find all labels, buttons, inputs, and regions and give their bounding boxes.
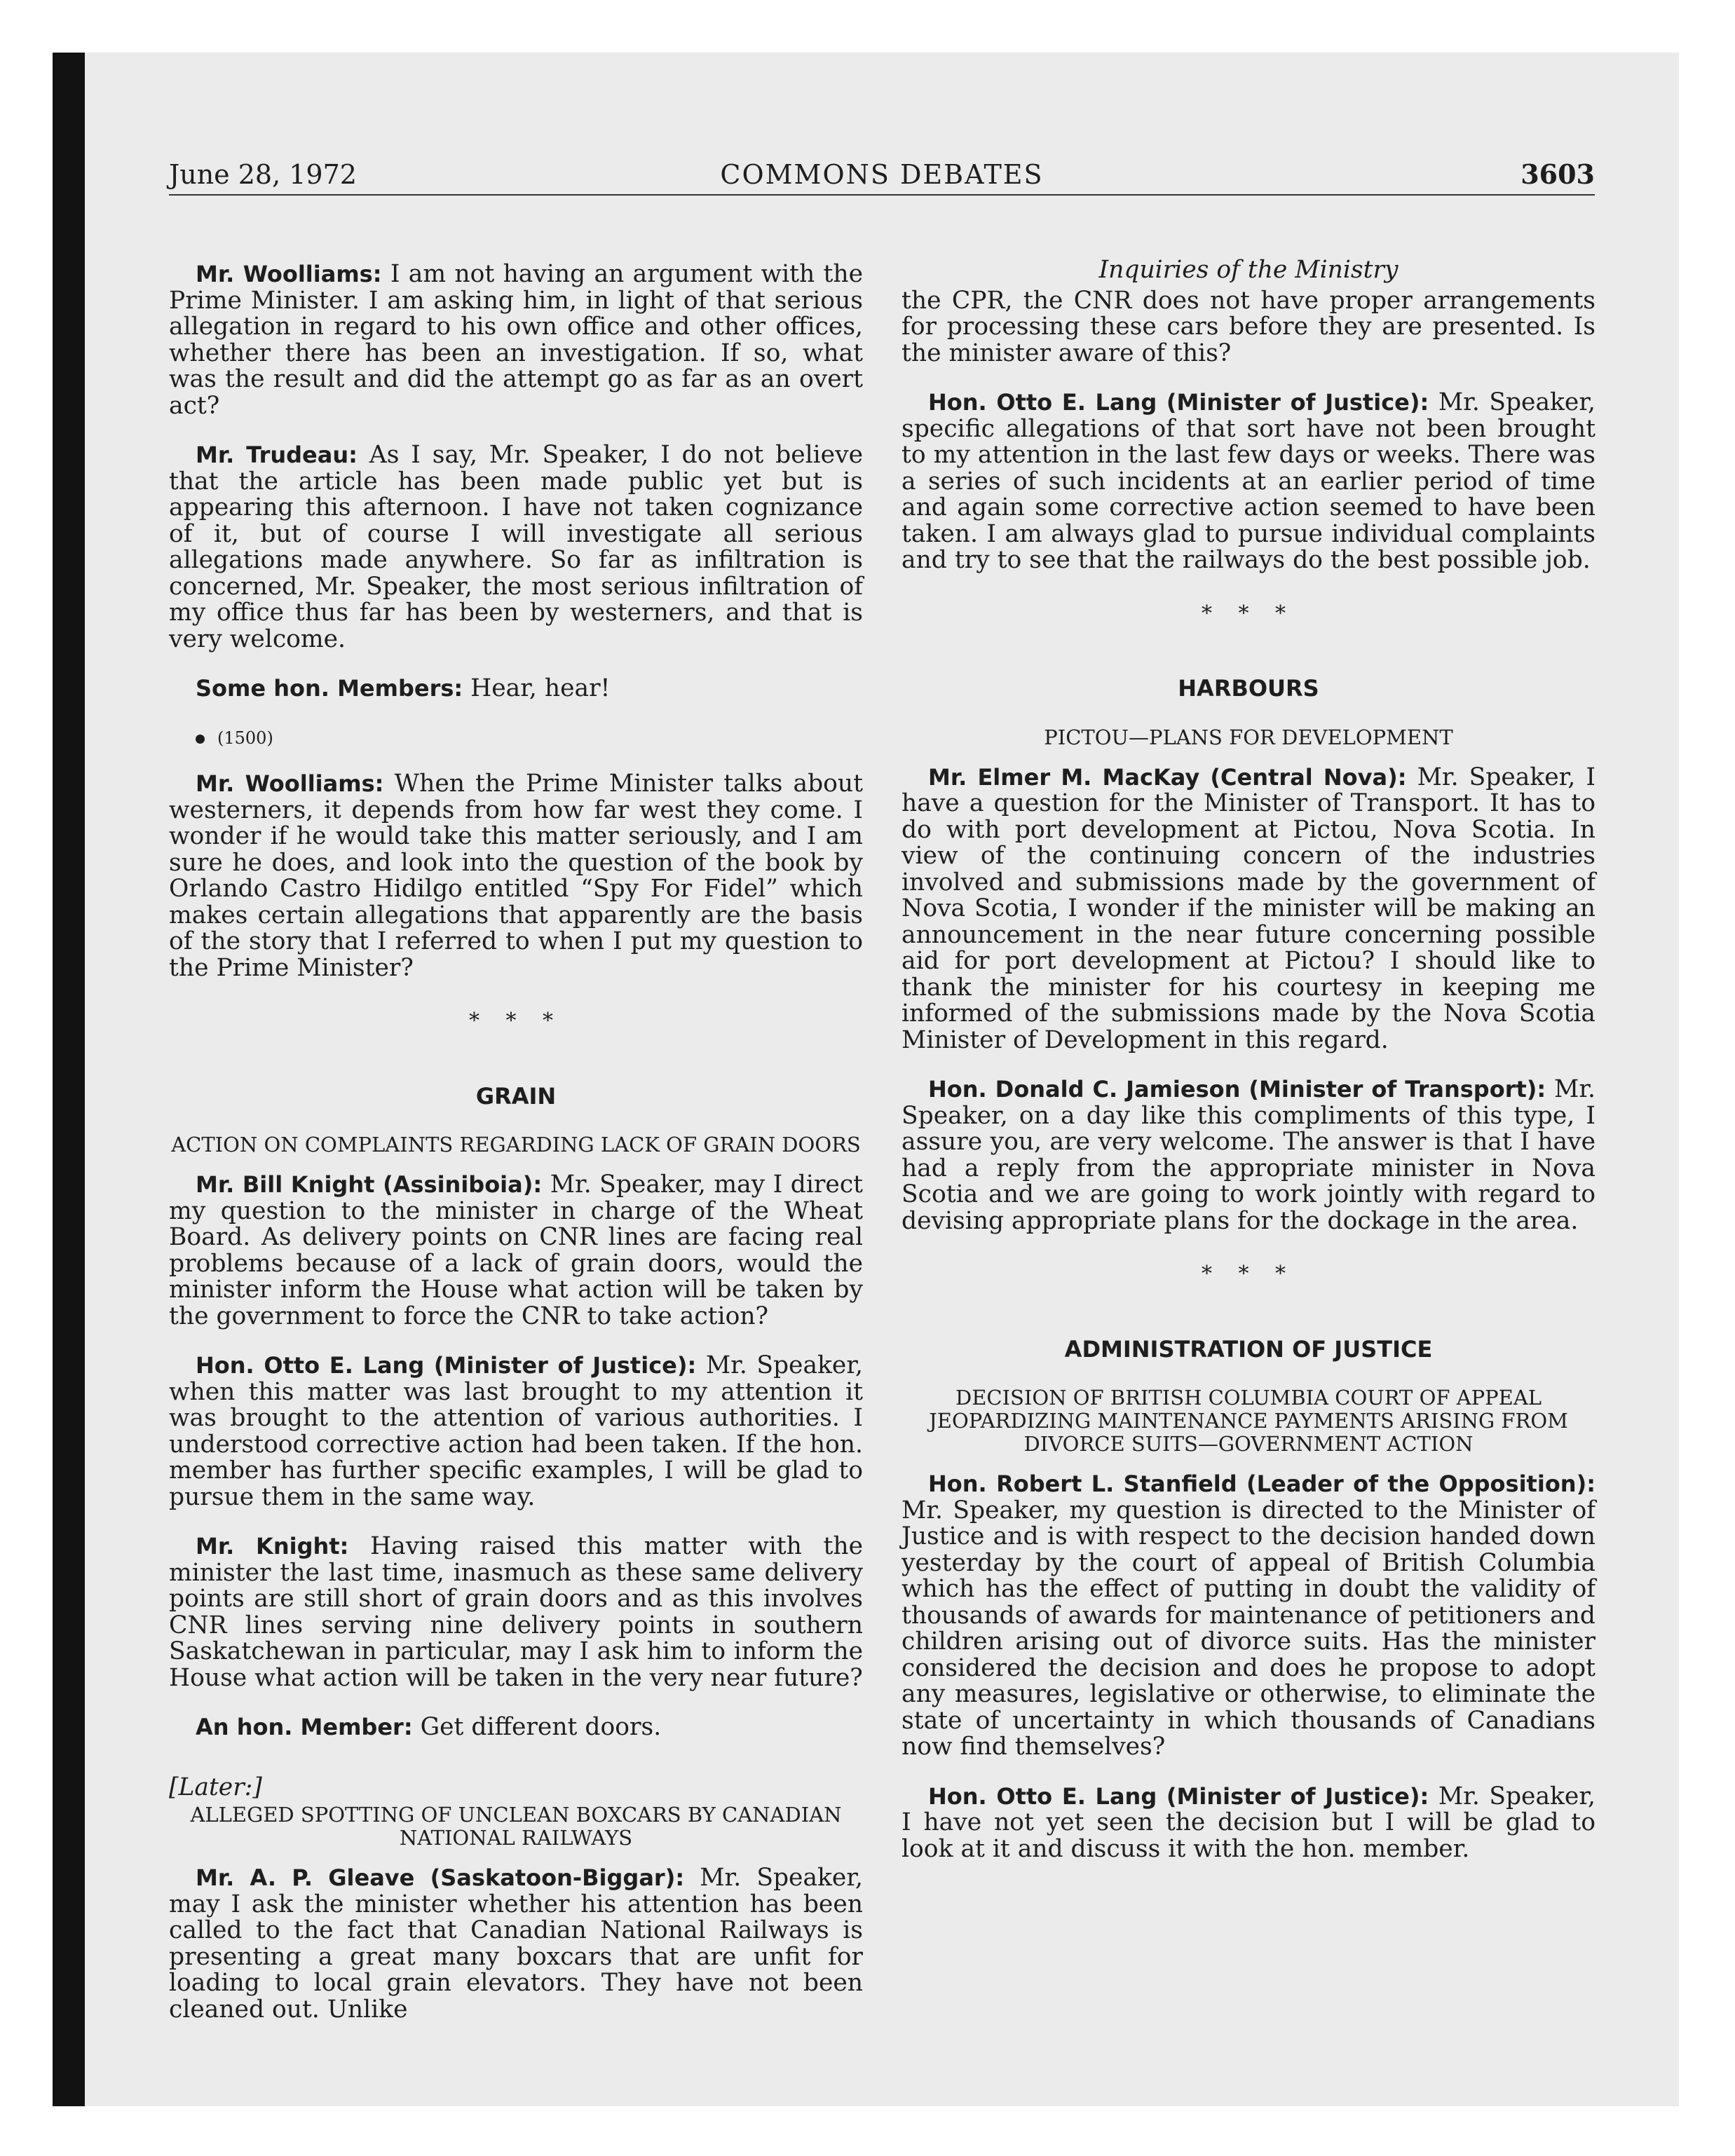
section-heading: HARBOURS	[1178, 675, 1319, 702]
speaker: Hon. Otto E. Lang (Minister of Justice):	[928, 389, 1429, 416]
paragraph	[901, 390, 1595, 574]
section-separator: * * *	[1201, 1262, 1296, 1286]
speech: Having raised this matter with the minister the last time, inasmuch as these same delivery points are still short of grain doors and as this involves CNR lines serving nine delivery points in southern Saskatchewan in particular, may I ask him to inform the House what action will be taken in the very near future?	[169, 1532, 864, 1692]
speech: Mr. Speaker, my question is directed to the Minister of Justice and is with respect to the decision handed down yesterday by the court of appeal of British Columbia which has the effect of putting in doubt the validity of thousands of awards for maintenance of petitioners and children arising out of divorce suits. Has the minister considered the decision and does he propose to adopt any measures, legislative or otherwise, to eliminate the state of uncertainty in which thousands of Canadians now find themselves?	[901, 1496, 1595, 1761]
later-marker: [Later:]	[169, 1773, 262, 1801]
speaker: Hon. Otto E. Lang (Minister of Justice):	[928, 1782, 1429, 1810]
speaker: Mr. Trudeau:	[196, 442, 358, 468]
paragraph	[901, 1784, 1595, 1863]
speaker: Mr. Elmer M. MacKay (Central Nova):	[928, 763, 1407, 791]
speaker: Some hon. Members:	[196, 675, 463, 702]
left-column	[169, 261, 863, 2046]
time-marker-text: (1500)	[217, 728, 273, 748]
speech: Mr. Speaker, when this matter was last brought to my attention it was brought to the attention of various authorities. I understood corrective action had been taken. If the hon. member has further specific examples, I will be glad to pursue them in the same way.	[169, 1351, 864, 1511]
paragraph: the CPR, the CNR does not have proper arrangements for processing these cars before they are presented. Is the minister aware of this?	[901, 286, 1595, 367]
speaker: Hon. Donald C. Jamieson (Minister of Transport):	[928, 1076, 1546, 1103]
paragraph	[169, 1714, 863, 1741]
header-date: June 28, 1972	[169, 159, 357, 190]
header-title: COMMONS DEBATES	[720, 159, 1044, 190]
page	[85, 53, 1679, 2106]
speech: Mr. Speaker, may I direct my question to the minister in charge of the Wheat Board. As delivery points on CNR lines are facing real problems because of a lack of grain doors, would the minister inform the House what action will be taken by the government to force the CNR to take action?	[169, 1171, 864, 1330]
paragraph	[169, 1353, 863, 1510]
section-heading: GRAIN	[475, 1082, 557, 1110]
section-heading: ADMINISTRATION OF JUSTICE	[1064, 1335, 1433, 1363]
speaker: Mr. Knight:	[196, 1533, 349, 1560]
paragraph	[169, 1534, 863, 1691]
paragraph	[169, 1865, 863, 2023]
running-head: Inquiries of the Ministry	[1098, 256, 1399, 284]
subsection-heading: PICTOU—PLANS FOR DEVELOPMENT	[1044, 725, 1453, 749]
speech: Mr. Speaker, specific allegations of that sort have not been brought to my attention in the last few days or weeks. There was a series of such incidents at an earlier period of time and again some corrective action seemed to have been taken. I am always glad to pursue individual complaints and try to see that the railways do the best possible job.	[901, 388, 1596, 574]
speaker: Mr. Woolliams:	[196, 770, 384, 797]
scan-border	[53, 53, 85, 2106]
paragraph	[169, 676, 863, 702]
paragraph	[169, 1172, 863, 1330]
page-header	[169, 155, 1595, 196]
speech: Mr. Speaker, I have not yet seen the decision but I will be glad to look at it and discuss it with the hon. member.	[901, 1782, 1596, 1863]
time-marker	[169, 725, 863, 752]
speech: Get different doors.	[420, 1713, 662, 1741]
speech: I am not having an argument with the Prime Minister. I am asking him, in light of that serious allegation in regard to his own office and other offices, whether there has been an investigation. If so, what was the result and did the attempt go as far as an overt act?	[169, 260, 864, 420]
page-number: 3603	[1520, 158, 1595, 190]
section-separator: * * *	[468, 1009, 564, 1033]
speech: As I say, Mr. Speaker, I do not believe that the article has been made public yet but is appearing this afternoon. I have not taken cognizance of it, but of course I will investigate all serious allegations made anywhere. So far as infiltration is concerned, Mr. Speaker, the most serious infiltration of my office thus far has been by westerners, and that is very welcome.	[169, 441, 864, 653]
right-column	[901, 257, 1595, 1885]
speaker: Hon. Robert L. Stanfield (Leader of the Opposition):	[928, 1471, 1595, 1497]
speaker: Mr. Woolliams:	[196, 261, 382, 287]
speaker: An hon. Member:	[196, 1714, 413, 1740]
speech: When the Prime Minister talks about westerners, it depends from how far west they come. I wonder if he would take this matter seriously, and I am sure he does, and look into the question of the book by Orlando Castro Hidilgo entitled “Spy For Fidel” which makes certain allegations that apparently are the basis of the story that I referred to when I put my question to the Prime Minister?	[169, 770, 864, 982]
speech: Mr. Speaker, I have a question for the Minister of Transport. It has to do with port development at Pictou, Nova Scotia. In view of the continuing concern of the industries involved and submissions made by the government of Nova Scotia, I wonder if the minister will be making an announcement in the near future concerning possible aid for port development at Pictou? I should like to thank the minister for his courtesy in keeping me informed of the submissions made by the Nova Scotia Minister of Development in this regard.	[901, 763, 1595, 1054]
paragraph	[169, 442, 863, 653]
paragraph	[169, 261, 863, 419]
speech: Mr. Speaker, may I ask the minister whether his attention has been called to the fact that Canadian National Railways is presenting a great many boxcars that are unfit for loading to local grain elevators. They have not been cleaned out. Unlike	[169, 1864, 864, 2024]
section-separator: * * *	[1201, 601, 1296, 626]
speech: Hear, hear!	[470, 674, 611, 702]
subsection-heading: DECISION OF BRITISH COLUMBIA COURT OF APPEAL JEOPARDIZING MAINTENANCE PAYMENTS ARISING FROM DIVORCE SUITS—GOVERNMENT ACTION	[929, 1386, 1568, 1456]
speaker: Mr. A. P. Gleave (Saskatoon-Biggar):	[196, 1864, 685, 1891]
subsection-heading: ALLEGED SPOTTING OF UNCLEAN BOXCARS BY CANADIAN NATIONAL RAILWAYS	[190, 1803, 842, 1850]
speaker: Mr. Bill Knight (Assiniboia):	[196, 1171, 543, 1198]
bullet-icon	[196, 735, 205, 744]
speaker: Hon. Otto E. Lang (Minister of Justice):	[196, 1352, 697, 1379]
paragraph	[169, 771, 863, 981]
speech: Mr. Speaker, on a day like this compliments of this type, I assure you, are very welcome. The answer is that I have had a reply from the appropriate minister in Nova Scotia and we are going to work jointly with regard to devising appropriate plans for the dockage in the area.	[901, 1075, 1596, 1235]
paragraph	[901, 765, 1595, 1054]
subsection-heading: ACTION ON COMPLAINTS REGARDING LACK OF GRAIN DOORS	[171, 1133, 861, 1157]
paragraph	[901, 1471, 1595, 1761]
paragraph	[901, 1077, 1595, 1234]
